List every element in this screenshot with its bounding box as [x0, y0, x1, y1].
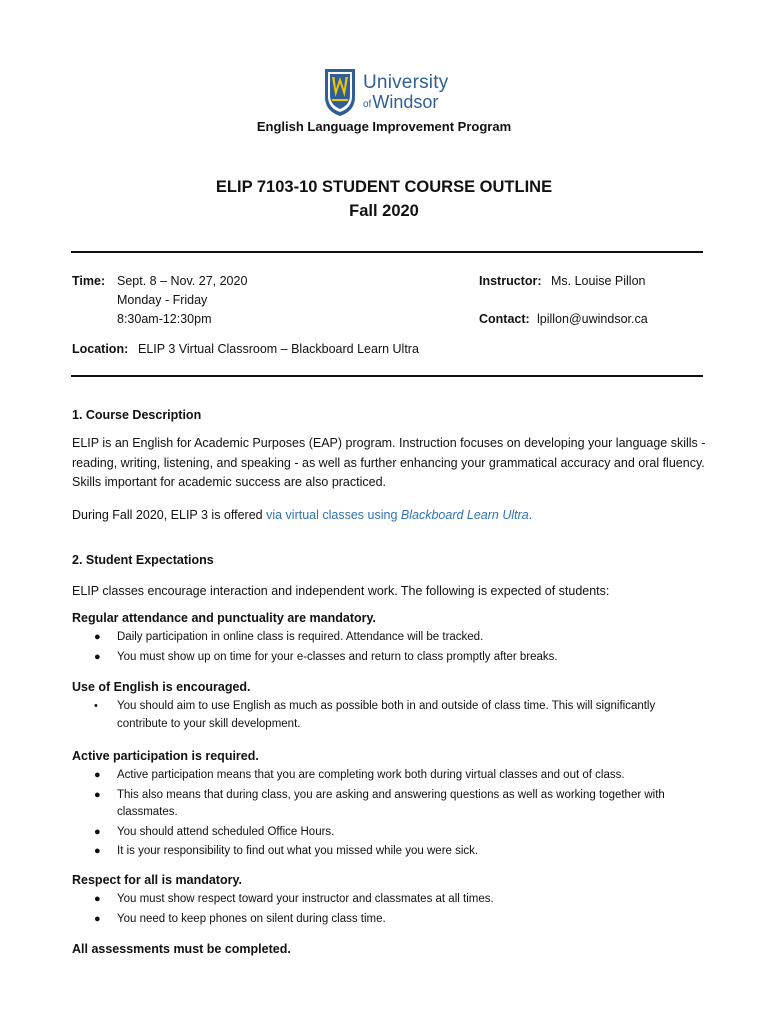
blackboard-link[interactable]: [266, 508, 532, 522]
logo-wordmark-university: University: [363, 72, 449, 93]
bullet-icon: ●: [94, 845, 101, 857]
university-crest-icon: [323, 67, 357, 117]
list-item-text: You should aim to use English as much as possible both in and outside of class time. This will significantly contribute to your skill development.: [117, 700, 656, 730]
list-item: [94, 629, 694, 647]
logo-wordmark-windsor-text: Windsor: [372, 92, 439, 112]
list-item-text: You should attend scheduled Office Hours.: [117, 825, 335, 838]
group-assessments-title: All assessments must be completed.: [72, 942, 291, 956]
list-item-text: Active participation means that you are completing work both during virtual classes and out of class.: [117, 769, 625, 781]
list-item-text: Daily participation in online class is required. Attendance will be tracked.: [117, 631, 484, 643]
list-item: [94, 767, 694, 785]
bullet-icon: ●: [94, 893, 101, 905]
location-label: Location:: [72, 342, 129, 356]
contact-label: Contact:: [479, 312, 530, 326]
instructor-label: Instructor:: [479, 274, 542, 288]
program-name: English Language Improvement Program: [256, 119, 512, 134]
logo-wordmark-windsor: [363, 93, 448, 111]
expectations-intro: ELIP classes encourage interaction and independent work. The following is expected of students:: [72, 584, 610, 598]
list-item-text: You need to keep phones on silent during class time.: [117, 912, 386, 925]
contact-email[interactable]: lpillon@uwindsor.ca: [537, 312, 648, 326]
section-1-heading: 1. Course Description: [72, 408, 202, 422]
list-item: [94, 649, 694, 667]
group-english-title: Use of English is encouraged.: [72, 680, 251, 694]
list-item: [94, 787, 707, 822]
divider-bottom: [71, 375, 703, 377]
bullet-icon: ●: [94, 769, 101, 781]
title-line-2: Fall 2020: [349, 202, 419, 220]
bullet-icon: ●: [94, 788, 101, 801]
time-days: Monday - Friday: [117, 293, 208, 307]
bullet-icon: •: [94, 700, 98, 712]
list-item-text: You must show up on time for your e-classes and return to class promptly after breaks.: [117, 650, 558, 663]
list-item-text: This also means that during class, you are asking and answering questions as well as working together with classmates.: [117, 788, 665, 818]
list-item: [94, 843, 694, 861]
location-value: ELIP 3 Virtual Classroom – Blackboard Learn Ultra: [138, 342, 419, 356]
logo-wordmark-of: of: [363, 99, 372, 110]
list-item-text: It is your responsibility to find out what you missed while you were sick.: [117, 845, 479, 857]
section-2-heading: 2. Student Expectations: [72, 553, 214, 567]
blackboard-link-italic[interactable]: Blackboard Learn Ultra: [400, 508, 529, 522]
group-participation-title: Active participation is required.: [72, 749, 259, 763]
bullet-icon: ●: [94, 631, 101, 643]
document-title: [0, 175, 768, 223]
bullet-icon: ●: [94, 650, 101, 663]
time-hours: 8:30am-12:30pm: [117, 312, 212, 326]
blackboard-link-period[interactable]: .: [528, 508, 533, 522]
bullet-icon: ●: [94, 912, 101, 925]
blackboard-link-text[interactable]: via virtual classes using: [266, 508, 401, 522]
title-line-1: ELIP 7103-10 STUDENT COURSE OUTLINE: [215, 178, 553, 196]
group-respect-list: [94, 891, 694, 930]
time-dates: Sept. 8 – Nov. 27, 2020: [117, 274, 248, 288]
instructor-value: Ms. Louise Pillon: [551, 274, 646, 288]
course-description-paragraph: ELIP is an English for Academic Purposes (EAP) program. Instruction focuses on developing your language skills - reading, writing, listening, and speaking - as well as further enhancing your grammatical accuracy and oral fluency. Skills important for academic success are also practiced.: [72, 436, 706, 489]
list-item: [94, 698, 657, 733]
list-item: [94, 891, 694, 909]
bullet-icon: ●: [94, 825, 101, 838]
group-english-list: [94, 698, 694, 735]
group-respect-title: Respect for all is mandatory.: [72, 873, 242, 887]
group-participation-list: [94, 767, 694, 863]
list-item: [94, 824, 694, 842]
virtual-classes-paragraph: [72, 506, 712, 526]
university-logo: [323, 66, 448, 118]
time-label: Time:: [72, 274, 106, 288]
group-attendance-title: Regular attendance and punctuality are mandatory.: [72, 611, 377, 625]
list-item: [94, 911, 694, 929]
list-item-text: You must show respect toward your instructor and classmates at all times.: [117, 893, 494, 905]
divider-top: [71, 251, 703, 253]
virtual-classes-prefix: During Fall 2020, ELIP 3 is offered: [72, 508, 267, 522]
group-attendance-list: [94, 629, 694, 668]
